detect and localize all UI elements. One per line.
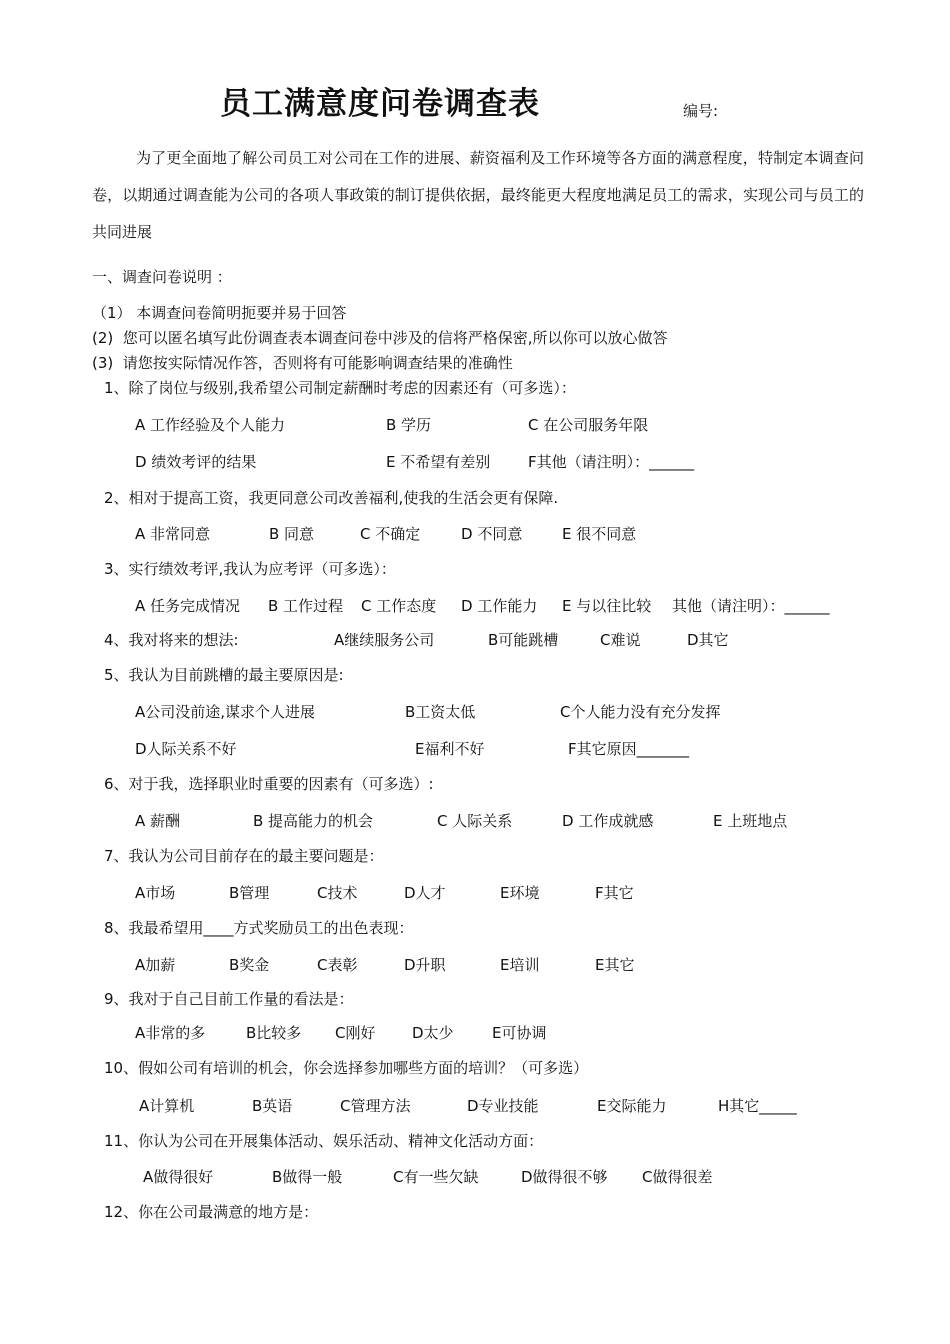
q9-option-e[interactable]: E可协调 bbox=[492, 1024, 547, 1042]
q7-option-d[interactable]: D人才 bbox=[404, 884, 446, 902]
question-7: 7、我认为公司目前存在的最主要问题是： bbox=[104, 847, 384, 865]
q3-option-a[interactable]: A 任务完成情况 bbox=[135, 597, 241, 615]
q8-option-d[interactable]: D升职 bbox=[404, 956, 446, 974]
q8-option-e[interactable]: E培训 bbox=[500, 956, 540, 974]
q5-option-c[interactable]: C个人能力没有充分发挥 bbox=[560, 703, 721, 721]
q10-option-h[interactable]: H其它_____ bbox=[718, 1097, 797, 1115]
q4-option-d[interactable]: D其它 bbox=[687, 631, 729, 649]
q7-option-f[interactable]: F其它 bbox=[595, 884, 634, 902]
question-3: 3、实行绩效考评,我认为应考评（可多选）： bbox=[104, 560, 396, 578]
q1-option-b[interactable]: B 学历 bbox=[386, 416, 432, 434]
intro-paragraph: 为了更全面地了解公司员工对公司在工作的进展、薪资福利及工作环境等各方面的满意程度，特制定本调查问卷，以期通过调查能为公司的各项人事政策的制订提供依据，最终能更大程度地满足员工的需求，实现公司与员工的共同进展 bbox=[92, 149, 864, 241]
q3-option-d[interactable]: D 工作能力 bbox=[461, 597, 538, 615]
question-10: 10、假如公司有培训的机会，你会选择参加哪些方面的培训？（可多选） bbox=[104, 1059, 589, 1077]
q7-option-a[interactable]: A市场 bbox=[135, 884, 176, 902]
q11-option-d[interactable]: D做得很不够 bbox=[521, 1168, 608, 1186]
q10-option-e[interactable]: E交际能力 bbox=[597, 1097, 667, 1115]
q5-option-f[interactable]: F其它原因_______ bbox=[568, 740, 690, 758]
q8-option-a[interactable]: A加薪 bbox=[135, 956, 176, 974]
question-1: 1、除了岗位与级别,我希望公司制定薪酬时考虑的因素还有（可多选）： bbox=[104, 379, 576, 397]
q2-option-d[interactable]: D 不同意 bbox=[461, 525, 523, 543]
q8-option-f[interactable]: E其它 bbox=[595, 956, 635, 974]
q6-option-e[interactable]: E 上班地点 bbox=[713, 812, 788, 830]
q1-option-d[interactable]: D 绩效考评的结果 bbox=[135, 453, 257, 471]
note-3: (3) 请您按实际情况作答，否则将有可能影响调查结果的准确性 bbox=[92, 354, 513, 372]
q11-option-a[interactable]: A做得很好 bbox=[143, 1168, 214, 1186]
question-5: 5、我认为目前跳槽的最主要原因是: bbox=[104, 666, 344, 684]
q9-option-b[interactable]: B比较多 bbox=[246, 1024, 302, 1042]
q3-option-b[interactable]: B 工作过程 bbox=[268, 597, 344, 615]
section-heading: 一、调查问卷说明 ： bbox=[92, 268, 232, 286]
q2-option-a[interactable]: A 非常同意 bbox=[135, 525, 211, 543]
q5-option-d[interactable]: D人际关系不好 bbox=[135, 740, 237, 758]
question-8: 8、我最希望用____方式奖励员工的出色表现： bbox=[104, 919, 414, 937]
q4-option-c[interactable]: C难说 bbox=[600, 631, 641, 649]
q7-option-b[interactable]: B管理 bbox=[229, 884, 270, 902]
q8-option-c[interactable]: C表彰 bbox=[317, 956, 358, 974]
q6-option-c[interactable]: C 人际关系 bbox=[437, 812, 513, 830]
question-9: 9、我对于自己目前工作量的看法是： bbox=[104, 990, 354, 1008]
q10-option-c[interactable]: C管理方法 bbox=[340, 1097, 411, 1115]
q6-option-a[interactable]: A 薪酬 bbox=[135, 812, 181, 830]
q4-option-b[interactable]: B可能跳槽 bbox=[488, 631, 559, 649]
question-12: 12、你在公司最满意的地方是： bbox=[104, 1203, 319, 1221]
serial-number-label: 编号: bbox=[683, 102, 719, 120]
q7-option-e[interactable]: E环境 bbox=[500, 884, 540, 902]
q9-option-a[interactable]: A非常的多 bbox=[135, 1024, 206, 1042]
q1-option-e[interactable]: E 不希望有差别 bbox=[386, 453, 491, 471]
q5-option-e[interactable]: E福利不好 bbox=[415, 740, 485, 758]
q3-option-e[interactable]: E 与以往比较 bbox=[562, 597, 652, 615]
q3-option-c[interactable]: C 工作态度 bbox=[361, 597, 437, 615]
page-title: 员工满意度问卷调查表 bbox=[220, 86, 540, 122]
question-11: 11、你认为公司在开展集体活动、娱乐活动、精神文化活动方面： bbox=[104, 1132, 544, 1150]
q1-option-a[interactable]: A 工作经验及个人能力 bbox=[135, 416, 286, 434]
note-2: (2) 您可以匿名填写此份调查表本调查问卷中涉及的信将严格保密,所以你可以放心做答 bbox=[92, 329, 668, 347]
q1-option-f[interactable]: F其他（请注明）：______ bbox=[528, 453, 695, 471]
q3-option-other[interactable]: 其他（请注明）：______ bbox=[672, 597, 830, 615]
q2-option-b[interactable]: B 同意 bbox=[269, 525, 315, 543]
q4-option-a[interactable]: A继续服务公司 bbox=[334, 631, 435, 649]
q7-option-c[interactable]: C技术 bbox=[317, 884, 358, 902]
note-1: （1） 本调查问卷简明扼要并易于回答 bbox=[92, 304, 347, 322]
q2-option-e[interactable]: E 很不同意 bbox=[562, 525, 637, 543]
q8-option-b[interactable]: B奖金 bbox=[229, 956, 270, 974]
q2-option-c[interactable]: C 不确定 bbox=[360, 525, 421, 543]
q11-option-b[interactable]: B做得一般 bbox=[272, 1168, 343, 1186]
q5-option-b[interactable]: B工资太低 bbox=[405, 703, 476, 721]
question-6: 6、对于我，选择职业时重要的因素有（可多选）: bbox=[104, 775, 434, 793]
q1-option-c[interactable]: C 在公司服务年限 bbox=[528, 416, 649, 434]
q10-option-b[interactable]: B英语 bbox=[252, 1097, 293, 1115]
q11-option-e[interactable]: C做得很差 bbox=[642, 1168, 713, 1186]
question-4: 4、我对将来的想法: bbox=[104, 631, 239, 649]
q9-option-d[interactable]: D太少 bbox=[412, 1024, 454, 1042]
q6-option-d[interactable]: D 工作成就感 bbox=[562, 812, 654, 830]
q5-option-a[interactable]: A公司没前途,谋求个人进展 bbox=[135, 703, 316, 721]
q9-option-c[interactable]: C刚好 bbox=[335, 1024, 376, 1042]
q11-option-c[interactable]: C有一些欠缺 bbox=[393, 1168, 479, 1186]
question-2: 2、相对于提高工资，我更同意公司改善福利,使我的生活会更有保障. bbox=[104, 489, 559, 507]
q10-option-a[interactable]: A计算机 bbox=[139, 1097, 195, 1115]
q6-option-b[interactable]: B 提高能力的机会 bbox=[253, 812, 374, 830]
q10-option-d[interactable]: D专业技能 bbox=[467, 1097, 539, 1115]
